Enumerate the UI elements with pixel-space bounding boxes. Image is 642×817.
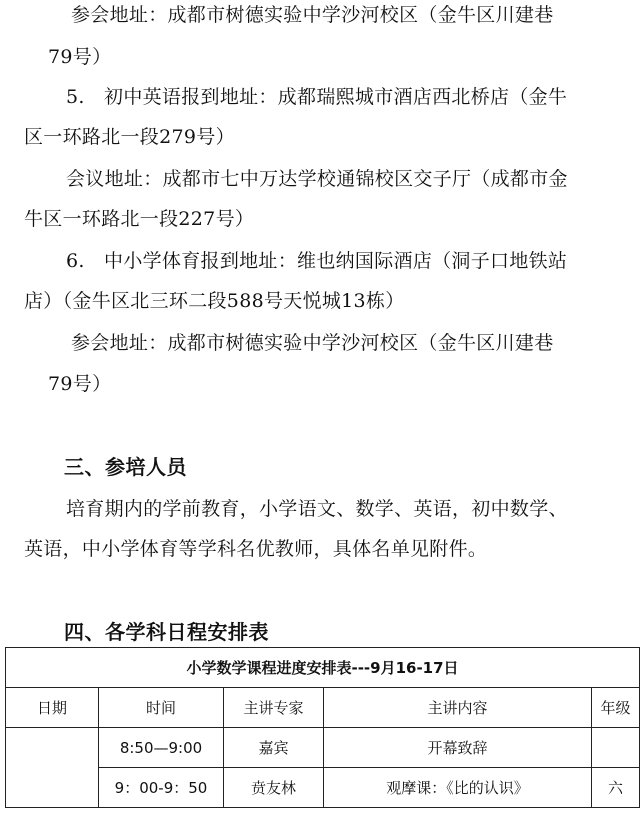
cell-speaker: 贲友林 [224,768,324,808]
paragraph-line-5: 会议地址：成都市七中万达学校通锦校区交子厅（成都市金 [66,168,568,190]
cell-grade: 六 [592,768,640,808]
section-3-text-line-1: 培育期内的学前教育，小学语文、数学、英语，初中数学、 [66,498,568,520]
paragraph-line-10: 79号） [48,373,112,395]
cell-time: 9：00-9：50 [99,768,224,808]
cell-time: 8:50—9:00 [99,728,224,768]
paragraph-line-9: 参会地址：成都市树德实验中学沙河校区（金牛区川建巷 [71,332,554,354]
table-header-row [6,688,640,728]
header-speaker: 主讲专家 [224,688,324,728]
table-title: 小学数学课程进度安排表---9月16-17日 [6,648,640,688]
cell-content: 开幕致辞 [324,728,592,768]
header-grade: 年级 [592,688,640,728]
cell-speaker: 嘉宾 [224,728,324,768]
section-3-text-line-2: 英语，中小学体育等学科名优教师，具体名单见附件。 [24,538,488,560]
table-row [6,728,640,768]
table-row [6,768,640,808]
paragraph-line-4: 区一环路北一段279号） [24,126,235,148]
paragraph-line-7: 6. 中小学体育报到地址：维也纳国际酒店（洞子口地铁站 [66,250,568,272]
paragraph-line-6: 牛区一环路北一段227号） [24,208,255,230]
table-title-row [6,648,640,688]
paragraph-line-8: 店）（金牛区北三环二段588号天悦城13栋） [24,290,405,312]
paragraph-line-3: 5. 初中英语报到地址：成都瑞熙城市酒店西北桥店（金牛 [66,86,568,108]
paragraph-line-1: 参会地址：成都市树德实验中学沙河校区（金牛区川建巷 [71,4,554,26]
schedule-table [5,647,640,808]
header-time: 时间 [99,688,224,728]
header-content: 主讲内容 [324,688,592,728]
cell-date [6,728,99,808]
cell-grade [592,728,640,768]
paragraph-line-2: 79号） [48,46,112,68]
section-3-heading: 三、参培人员 [64,455,187,479]
cell-content: 观摩课：《比的认识》 [324,768,592,808]
section-4-heading: 四、各学科日程安排表 [64,620,269,644]
header-date: 日期 [6,688,99,728]
